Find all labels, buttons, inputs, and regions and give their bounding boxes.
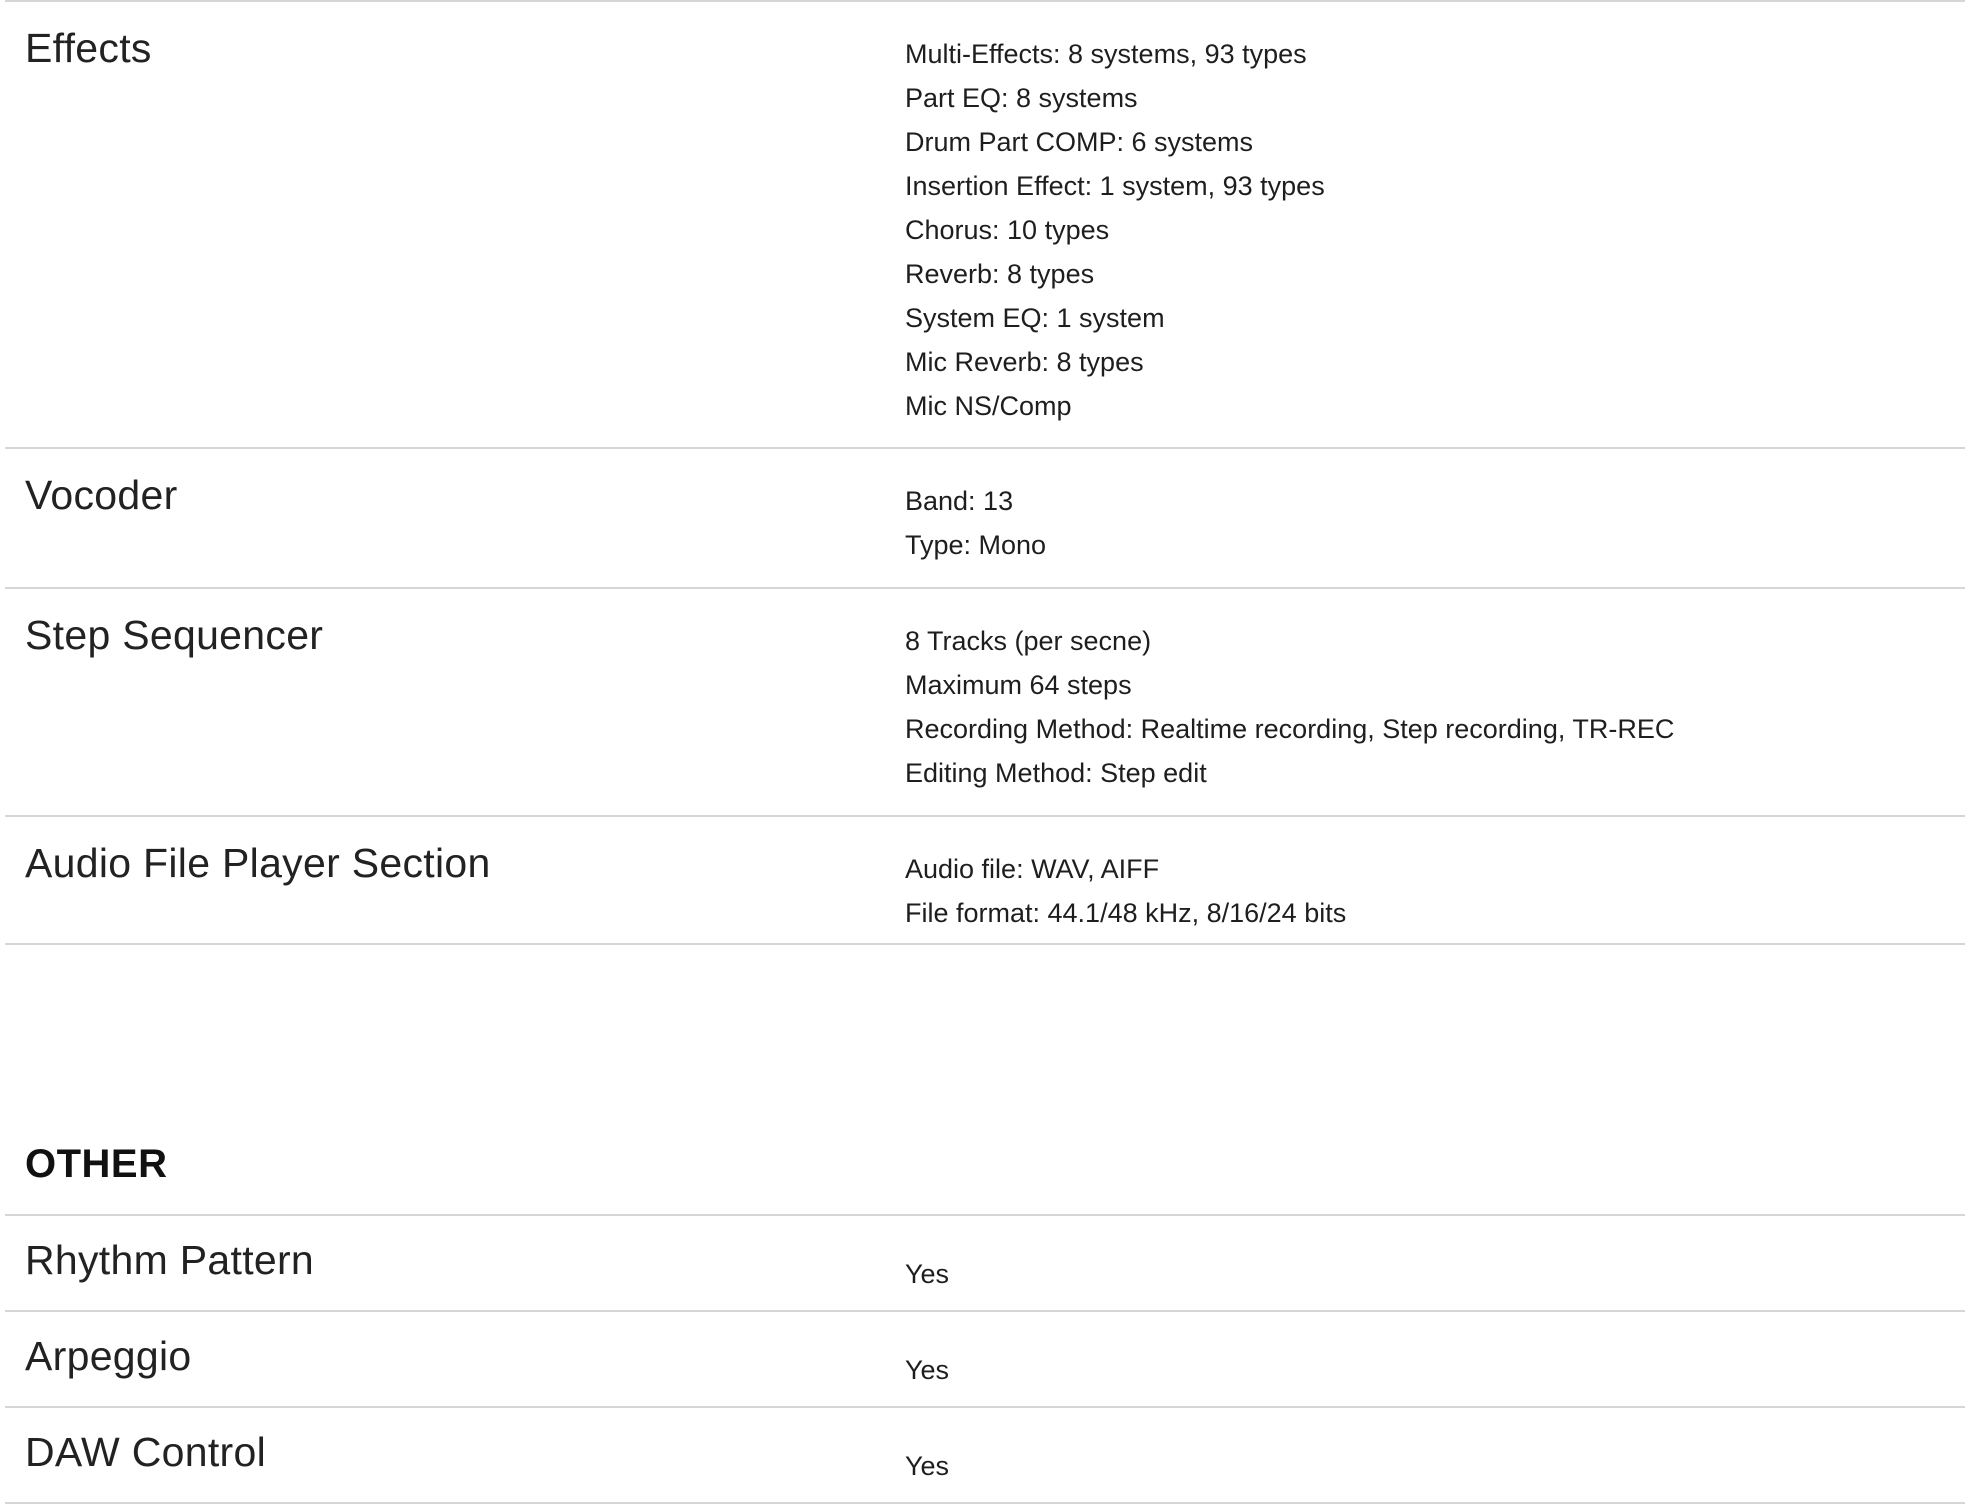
spec-value: Yes (905, 1259, 950, 1289)
spec-row-step-sequencer (5, 589, 1965, 817)
spec-label: Step Sequencer (25, 612, 324, 658)
spec-value: Reverb: 8 types (905, 259, 1095, 289)
spec-value: Mic Reverb: 8 types (905, 347, 1144, 377)
spec-label: DAW Control (25, 1429, 266, 1475)
spec-value: File format: 44.1/48 kHz, 8/16/24 bits (905, 898, 1347, 928)
spec-values (905, 2, 1965, 447)
spec-value: Multi-Effects: 8 systems, 93 types (905, 39, 1307, 69)
spec-row-arpeggio (5, 1312, 1965, 1408)
spec-value: Editing Method: Step edit (905, 758, 1207, 788)
spec-table-main (5, 0, 1965, 945)
spec-label: Vocoder (25, 472, 178, 518)
spec-table-other (5, 1214, 1965, 1504)
spec-values (905, 817, 1965, 943)
spec-label: Audio File Player Section (25, 840, 491, 886)
spec-row-daw-control (5, 1408, 1965, 1504)
spec-value: Yes (905, 1451, 950, 1481)
spec-value: Band: 13 (905, 486, 1014, 516)
spec-values (905, 449, 1965, 587)
spec-value: Type: Mono (905, 530, 1047, 560)
spec-label: Arpeggio (25, 1333, 192, 1379)
spec-label: Effects (25, 25, 152, 71)
spec-value: Recording Method: Realtime recording, Step recording, TR-REC (905, 714, 1675, 744)
spec-value: Chorus: 10 types (905, 215, 1110, 245)
spec-value: Maximum 64 steps (905, 670, 1132, 700)
spec-value: System EQ: 1 system (905, 303, 1165, 333)
spec-row-effects (5, 2, 1965, 449)
spec-row-audio-file-player (5, 817, 1965, 945)
spec-value: 8 Tracks (per secne) (905, 626, 1152, 656)
spec-label: Rhythm Pattern (25, 1237, 315, 1283)
spec-row-rhythm-pattern (5, 1216, 1965, 1312)
spec-value: Insertion Effect: 1 system, 93 types (905, 171, 1325, 201)
spec-value: Part EQ: 8 systems (905, 83, 1138, 113)
section-heading-other: OTHER (25, 1142, 168, 1186)
spec-value: Drum Part COMP: 6 systems (905, 127, 1254, 157)
spec-row-vocoder (5, 449, 1965, 589)
spec-values (905, 589, 1965, 815)
spec-value: Mic NS/Comp (905, 391, 1072, 421)
spec-value: Audio file: WAV, AIFF (905, 854, 1160, 884)
spec-value: Yes (905, 1355, 950, 1385)
